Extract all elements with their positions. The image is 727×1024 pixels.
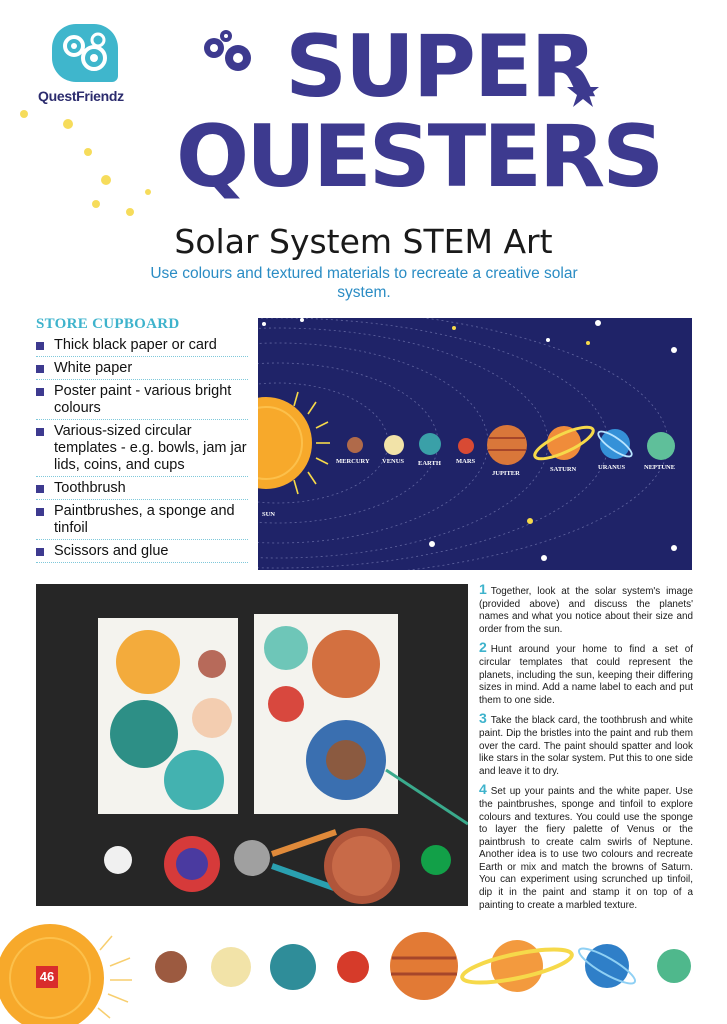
list-item: Paintbrushes, a sponge and tinfoil bbox=[36, 500, 248, 540]
bullet-icon bbox=[36, 508, 44, 516]
step-2 bbox=[479, 641, 693, 707]
instructions bbox=[479, 583, 693, 917]
list-item: Scissors and glue bbox=[36, 540, 248, 563]
label-jupiter: JUPITER bbox=[492, 470, 520, 477]
store-cupboard-list bbox=[36, 334, 248, 563]
sparkles-decoration bbox=[10, 100, 170, 230]
step-number: 1 bbox=[479, 581, 487, 597]
step-text: Take the black card, the toothbrush and white paint. Dip the bristles into the paint and rub them over the card. The paint should spatter and look like stars in the solar system. Put this to one side and leave it to dry. bbox=[479, 715, 693, 777]
label-neptune: NEPTUNE bbox=[644, 464, 676, 471]
list-item: Various-sized circular templates - e.g. bowls, jam jar lids, coins, and cups bbox=[36, 420, 248, 477]
brand-name: QuestFriendz bbox=[38, 88, 124, 104]
step-number: 3 bbox=[479, 710, 487, 727]
list-item: White paper bbox=[36, 357, 248, 380]
bullet-icon bbox=[36, 485, 44, 493]
step-1 bbox=[479, 583, 693, 636]
step-text: Hunt around your home to find a set of circular templates that could represent the planets, including the sun, keeping their differing sizes in mind. Add a name label to each and put them to one side. bbox=[479, 644, 693, 706]
store-cupboard-heading: STORE CUPBOARD bbox=[36, 316, 180, 332]
bottom-planets-decoration bbox=[0, 900, 727, 1024]
list-item: Toothbrush bbox=[36, 477, 248, 500]
bullet-icon bbox=[36, 342, 44, 350]
bullet-icon bbox=[36, 365, 44, 373]
list-item: Thick black paper or card bbox=[36, 334, 248, 357]
step-number: 2 bbox=[479, 639, 487, 656]
bullet-icon bbox=[36, 428, 44, 436]
step-4 bbox=[479, 783, 693, 912]
solar-system-svg bbox=[258, 318, 692, 570]
bullet-icon bbox=[36, 548, 44, 556]
planet-saturn bbox=[547, 426, 581, 460]
super-title: SUPER bbox=[285, 17, 595, 117]
gears-icon bbox=[52, 24, 118, 82]
planet-venus bbox=[384, 435, 404, 455]
page-title: Solar System STEM Art bbox=[174, 222, 553, 261]
step-text: Together, look at the solar system's image (provided above) and discuss the planets' names and what you notice about their size and order from the sun. bbox=[479, 586, 693, 635]
planet-mars bbox=[458, 438, 474, 454]
sun bbox=[258, 397, 312, 489]
label-mars: MARS bbox=[456, 458, 476, 465]
page-number-badge: 46 bbox=[36, 966, 58, 988]
list-item: Poster paint - various bright colours bbox=[36, 380, 248, 420]
bullet-icon bbox=[36, 388, 44, 396]
step-text: Set up your paints and the white paper. Use the paintbrushes, sponge and tinfoil to explore colours and textures. You could use the sponge to layer the fiery palette of Venus or the paintbrush to create calm swirls of Neptune. Another idea is to use two colours and recreate Earth or mix and match the browns of Saturn. You can experiment using scrunched up tinfoil, dip it in the paint and stamp it on top of a painting to create a marbled texture. bbox=[479, 786, 693, 911]
step-number: 4 bbox=[479, 781, 487, 798]
label-uranus: URANUS bbox=[598, 464, 626, 471]
step-3 bbox=[479, 712, 693, 778]
label-venus: VENUS bbox=[382, 458, 405, 465]
label-mercury: MERCURY bbox=[336, 458, 370, 465]
craft-photo-svg bbox=[36, 584, 468, 906]
planet-jupiter bbox=[487, 425, 527, 465]
planet-neptune bbox=[647, 432, 675, 460]
planet-mercury bbox=[347, 437, 363, 453]
label-saturn: SATURN bbox=[550, 466, 577, 473]
questfriendz-logo-badge bbox=[52, 24, 118, 82]
label-sun: SUN bbox=[262, 511, 276, 518]
craft-photo bbox=[36, 584, 468, 906]
questers-title: QUESTERS bbox=[176, 107, 662, 207]
label-earth: EARTH bbox=[418, 460, 441, 467]
planet-earth bbox=[419, 433, 441, 455]
solar-system-illustration bbox=[258, 318, 692, 570]
page-subtitle: Use colours and textured materials to recreate a creative solar system. bbox=[150, 265, 578, 301]
